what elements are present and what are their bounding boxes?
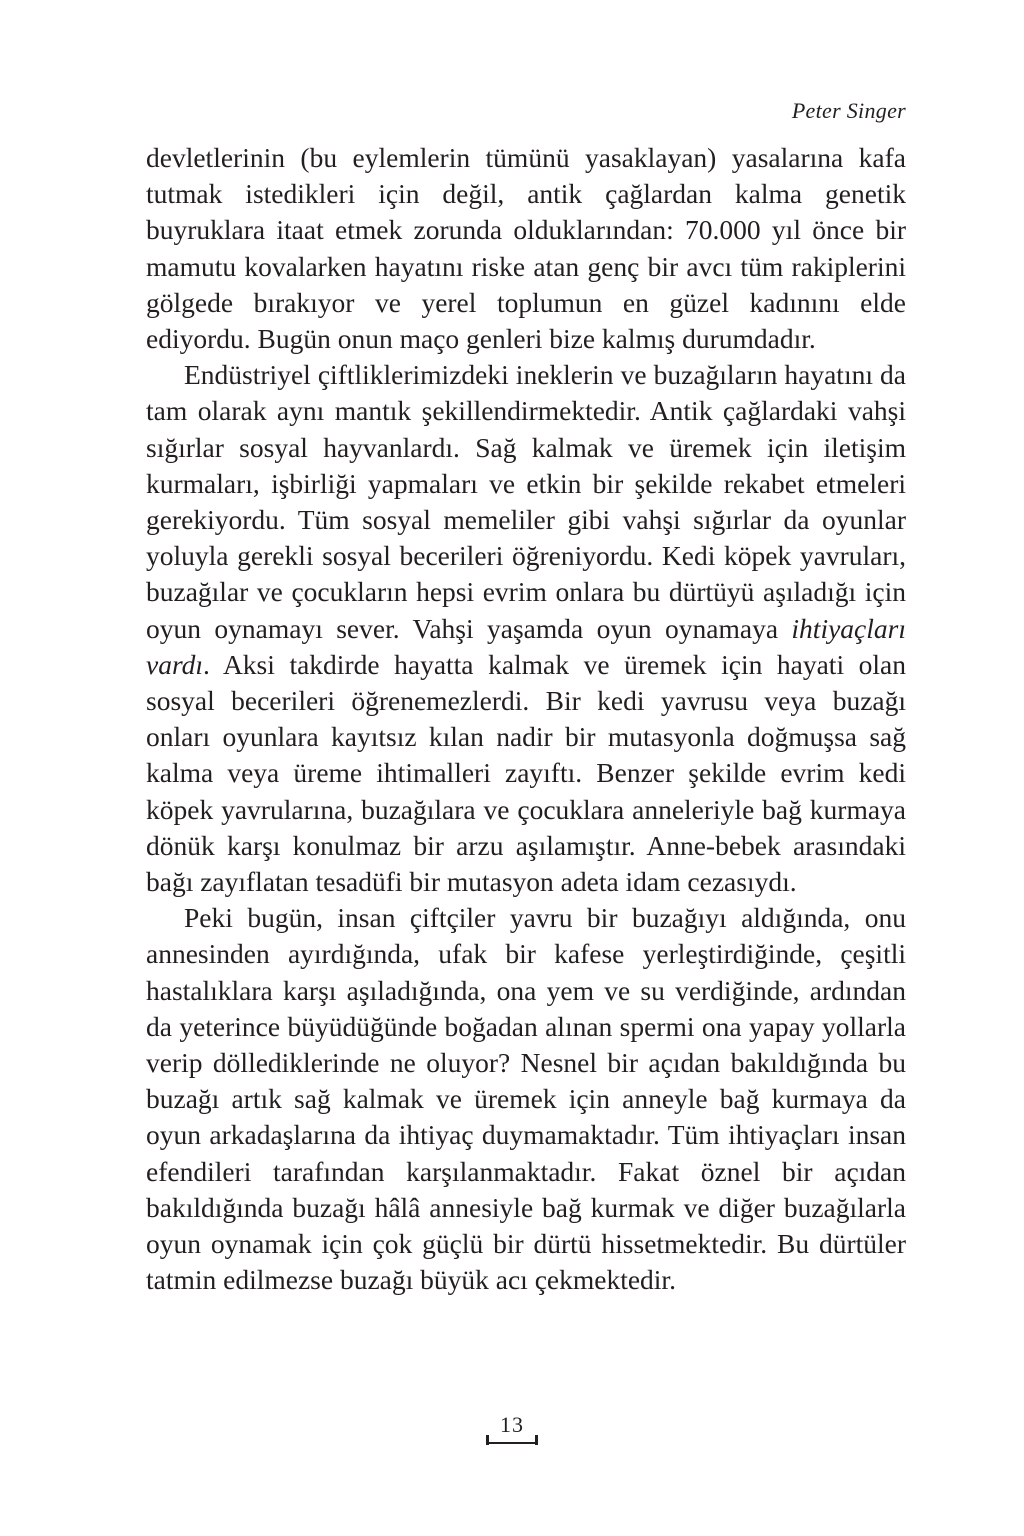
- running-header-author: Peter Singer: [791, 98, 906, 123]
- body-text: [146, 140, 906, 1299]
- paragraph-3-text: Peki bugün, insan çiftçiler yavru bir buzağıyı aldığında, onu annesinden ayırdığında, ufak bir kafese yerleştirdiğinde, çeşitli hastalıklara karşı aşıladığında, ona yem ve su verdiğinde, ardından da yeterince büyüdüğünde boğadan alınan spermi ona yapay yollarla verip döllediklerinde ne oluyor? Nesnel bir açıdan bakıldığında bu buzağı artık sağ kalmak ve üremek için anneyle bağ kurmaya da oyun arkadaşlarına da ihtiyaç duymamaktadır. Tüm ihtiyaçları insan efendileri tarafından karşılanmaktadır. Fakat öznel bir açıdan bakıldığında buzağı hâlâ annesiyle bağ kurmak ve diğer buzağılarla oyun oynamak için çok güçlü bir dürtü hissetmektedir. Bu dürtüler tatmin edilmezse buzağı büyük acı çekmektedir.: [146, 902, 906, 1296]
- page-number-bracket: [486, 1412, 538, 1444]
- page-footer: [0, 1412, 1024, 1444]
- paragraph-2-italic-phrase: ihtiyaçları vardı: [146, 612, 906, 680]
- paragraph-2-text-b: . Aksi takdirde hayatta kalmak ve üremek için hayati olan sosyal becerileri öğrenemezlerdi. Bir kedi yavrusu veya buzağı onları oyunlara kayıtsız kılan nadir bir mutasyonla doğmuşsa sağ kalma veya üreme ihtimalleri zayıftı. Benzer şekilde evrim kedi köpek yavrularına, buzağılara ve çocuklara anneleriyle bağ kurmaya dönük karşı konulmaz bir arzu aşılamıştır. Anne-bebek arasındaki bağı zayıflatan tesadüfi bir mutasyon adeta idam cezasıydı.: [146, 648, 906, 898]
- paragraph-2: [146, 357, 906, 900]
- paragraph-1: [146, 140, 906, 357]
- paragraph-3: [146, 900, 906, 1298]
- paragraph-2-text-a: Endüstriyel çiftliklerimizdeki ineklerin ve buzağıların hayatını da tam olarak aynı mantık şekillendirmektedir. Antik çağlardaki vahşi sığırlar sosyal hayvanlardı. Sağ kalmak ve üremek için iletişim kurmaları, işbirliği yapmaları ve etkin bir şekilde rekabet etmeleri gerekiyordu. Tüm sosyal memeliler gibi vahşi sığırlar da oyunlar yoluyla gerekli sosyal becerileri öğreniyordu. Kedi köpek yavruları, buzağılar ve çocukların hepsi evrim onlara bu dürtüyü aşıladığı için oyun oynamayı sever. Vahşi yaşamda oyun oynamaya: [146, 359, 906, 644]
- page-number: 13: [500, 1412, 524, 1437]
- paragraph-1-text: devletlerinin (bu eylemlerin tümünü yasaklayan) yasalarına kafa tutmak istedikleri için değil, antik çağlardan kalma genetik buyruklara itaat etmek zorunda olduklarından: 70.000 yıl önce bir mamutu kovalarken hayatını riske atan genç bir avcı tüm rakiplerini gölgede bırakıyor ve yerel toplumun en güzel kadınını elde ediyordu. Bugün onun maço genleri bize kalmış durumdadır.: [146, 142, 906, 355]
